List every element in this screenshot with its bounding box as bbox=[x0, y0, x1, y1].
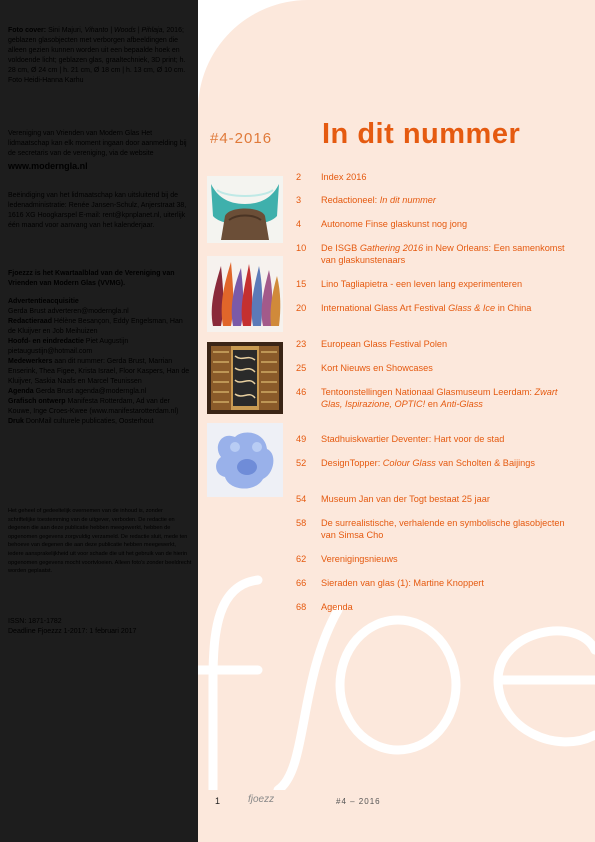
toc-page-number: 25 bbox=[296, 363, 307, 373]
magazine-description: Fjoezzz is het Kwartaalblad van de Vereniging van Vrienden van Modern Glas (VVMG). bbox=[8, 270, 175, 287]
toc-title bbox=[321, 171, 576, 183]
toc-page-number: 15 bbox=[296, 279, 307, 289]
hoofdredactie-label: Hoofd- en eindredactie bbox=[8, 338, 84, 345]
toc-page-number: 4 bbox=[296, 219, 302, 229]
page-number: 1 bbox=[215, 796, 221, 806]
toc-title-part: Tentoonstellingen Nationaal Glasmuseum Leerdam: bbox=[321, 387, 535, 397]
medewerkers-label: Medewerkers bbox=[8, 358, 53, 365]
cover-title: Vihanto | Woods | Pihlaja, bbox=[84, 27, 165, 34]
toc-title-part: DesignTopper: bbox=[321, 458, 383, 468]
toc-title bbox=[321, 577, 576, 589]
toc-title-part: Zwart Glas, Ispirazione, OPTIC! bbox=[321, 387, 558, 409]
druk-text: DonMail culturele publicaties, Oosterhout bbox=[25, 418, 154, 425]
toc-title-part: Gathering 2016 bbox=[359, 243, 424, 253]
toc-title-part: Colour Glass bbox=[382, 458, 436, 468]
thumbnail-glass-bowl bbox=[207, 176, 283, 243]
toc-title-part: Index 2016 bbox=[321, 172, 367, 182]
page-title: In dit nummer bbox=[322, 118, 521, 150]
toc-page-number: 3 bbox=[296, 195, 302, 205]
toc-page-number: 54 bbox=[296, 494, 307, 504]
toc-title bbox=[321, 517, 576, 541]
watermark-letter-o bbox=[340, 620, 456, 750]
toc-title bbox=[321, 338, 576, 350]
toc-page-number: 23 bbox=[296, 339, 307, 349]
toc-title-part: Sieraden van glas (1): Martine Knoppert bbox=[321, 578, 484, 588]
toc-title-part: Redactioneel: bbox=[321, 195, 380, 205]
toc-page-number: 62 bbox=[296, 554, 307, 564]
toc-title bbox=[321, 553, 576, 565]
toc-title-part: European Glass Festival Polen bbox=[321, 339, 448, 349]
issue-number: #4-2016 bbox=[210, 130, 273, 147]
cover-credit bbox=[8, 26, 192, 86]
toc-title bbox=[321, 194, 576, 206]
toc-page-number: 66 bbox=[296, 578, 307, 588]
thumbnail-glass-panel bbox=[207, 342, 283, 414]
toc-title-part: Autonome Finse glaskunst nog jong bbox=[321, 219, 468, 229]
toc-title bbox=[321, 433, 576, 445]
footer-issue: #4 – 2016 bbox=[336, 797, 381, 806]
toc-page-number: 58 bbox=[296, 518, 307, 528]
thumbnail-glass-figure bbox=[207, 423, 283, 497]
termination-text: Beëindiging van het lidmaatschap kan uitsluitend bij de ledenadministratie: Renée Jansen-Schulz, Anjerstraat 38, 1616 XG Hoogkarspel E-mail: rent@kpnplanet.nl, uiterlijk één maand voor aanvang van het kalenderjaar. bbox=[8, 192, 187, 229]
toc-page-number: 10 bbox=[296, 243, 307, 253]
toc-title-part: Glass & Ice bbox=[448, 303, 496, 313]
advertentie-label: Advertentieacquisitie bbox=[8, 298, 79, 305]
toc-title bbox=[321, 386, 576, 410]
toc-title-part: in New Orleans: Een samenkomst van glaskunstenaars bbox=[321, 243, 565, 265]
toc-title bbox=[321, 218, 576, 230]
toc-title bbox=[321, 601, 576, 613]
watermark-letter-j bbox=[278, 610, 338, 790]
toc-title-part: Museum Jan van der Togt bestaat 25 jaar bbox=[321, 494, 490, 504]
toc-title-part: De surrealistische, verhalende en symbolische glasobjecten van Simsa Cho bbox=[321, 518, 565, 540]
toc-title bbox=[321, 457, 576, 469]
watermark-letter-e bbox=[498, 631, 595, 742]
toc-page-number: 2 bbox=[296, 172, 302, 182]
deadline: Deadline Fjoezzz 1-2017: 1 februari 2017 bbox=[8, 628, 137, 635]
advertentie-text: Gerda Brust adverteren@moderngla.nl bbox=[8, 308, 129, 315]
cover-text-1: Sini Majuri, bbox=[48, 27, 83, 34]
toc-page-number: 46 bbox=[296, 387, 307, 397]
issn: ISSN: 1871-1782 bbox=[8, 618, 62, 625]
toc-page-number: 52 bbox=[296, 458, 307, 468]
redactie-text: Hélène Besançon, Eddy Engelsman, Han de Kluijver en Job Meihuizen bbox=[8, 318, 183, 335]
membership-termination bbox=[8, 191, 192, 231]
credits bbox=[8, 297, 192, 427]
toc-title-part: in China bbox=[495, 303, 532, 313]
druk-label: Druk bbox=[8, 418, 24, 425]
toc-title-part: Stadhuiskwartier Deventer: Hart voor de stad bbox=[321, 434, 505, 444]
hoofdredactie-text: Piet Augustijn pietaugustijn@hotmail.com bbox=[8, 338, 129, 355]
toc-title bbox=[321, 302, 576, 314]
toc-title-part: Kort Nieuws en Showcases bbox=[321, 363, 433, 373]
thumbnail-glass-vessels bbox=[207, 256, 283, 332]
toc-title-part: Agenda bbox=[321, 602, 353, 612]
toc-title bbox=[321, 493, 576, 505]
membership-text: Vereniging van Vrienden van Modern Glas Het lidmaatschap kan elk moment ingaan door aanmelding bij de secretaris van de vereniging, via de website bbox=[8, 130, 187, 157]
medewerkers-text: aan dit nummer: Gerda Brust, Marrian Enserink, Thea Figee, Krista Israel, Floor Kaspers, Han de Kluijver, Saskia Naafs en Marcel Teunissen bbox=[8, 358, 190, 385]
disclaimer: Het geheel of gedeeltelijk overnemen van de inhoud is, zonder schriftelijke toestemming van de uitgever, verboden. De redactie en degenen die aan deze publicatie hebben meegewerkt, hebben de opgenomen gegevens zorgvuldig verzameld. De redactie sluit, mede ten behoeve van degenen die aan deze publicatie hebben meegewerkt, iedere aansprakelijkheid uit voor schade die uit het gebruik van de hierin opgenomen gegevens mocht voortvloeien. Alleen foto's zonder beeldrecht worden geplaatst. bbox=[8, 508, 192, 575]
toc-title bbox=[321, 242, 576, 266]
agenda-text: Gerda Brust agenda@moderngla.nl bbox=[35, 388, 147, 395]
agenda-label: Agenda bbox=[8, 388, 34, 395]
toc-title-part: De ISGB bbox=[321, 243, 360, 253]
toc-title-part: van Scholten & Baijings bbox=[435, 458, 535, 468]
toc-title-part: Verenigingsnieuws bbox=[321, 554, 398, 564]
toc-title-part: Lino Tagliapietra - een leven lang experimenteren bbox=[321, 279, 523, 289]
toc-page-number: 20 bbox=[296, 303, 307, 313]
cover-label: Foto cover: bbox=[8, 27, 47, 34]
footer-logo: fjoezz bbox=[248, 794, 275, 805]
watermark-letter-f bbox=[213, 580, 258, 790]
membership-info bbox=[8, 129, 192, 171]
website-link[interactable]: www.moderngla.nl bbox=[8, 161, 88, 171]
grafisch-text: Manifesta Rotterdam, Ad van der Kouwe, Inge Croes-Kwee (www.manifestarotterdam.nl) bbox=[8, 398, 179, 415]
toc-page-number: 49 bbox=[296, 434, 307, 444]
toc-title-part: In dit nummer bbox=[379, 195, 436, 205]
toc-title bbox=[321, 362, 576, 374]
toc-title bbox=[321, 278, 576, 290]
toc-page-number: 68 bbox=[296, 602, 307, 612]
cover-text-2: 2016; geblazen glasobjecten met verborgen afbeeldingen die alleen gezien kunnen worden uit een bepaalde hoek en voldoende licht; geblazen glas, graaltechniek, 3D print; h. 28 cm, Ø 24 cm | h. 21 cm, Ø 18 cm | h. 13 cm, Ø 10 cm. Foto Heidi-Hanna Karhu bbox=[8, 27, 186, 84]
redactie-label: Redactieraad bbox=[8, 318, 52, 325]
toc-title-part: Anti-Glass bbox=[440, 399, 483, 409]
toc-title-part: en bbox=[425, 399, 441, 409]
publication-info bbox=[8, 617, 192, 637]
grafisch-label: Grafisch ontwerp bbox=[8, 398, 66, 405]
toc-title-part: International Glass Art Festival bbox=[321, 303, 449, 313]
